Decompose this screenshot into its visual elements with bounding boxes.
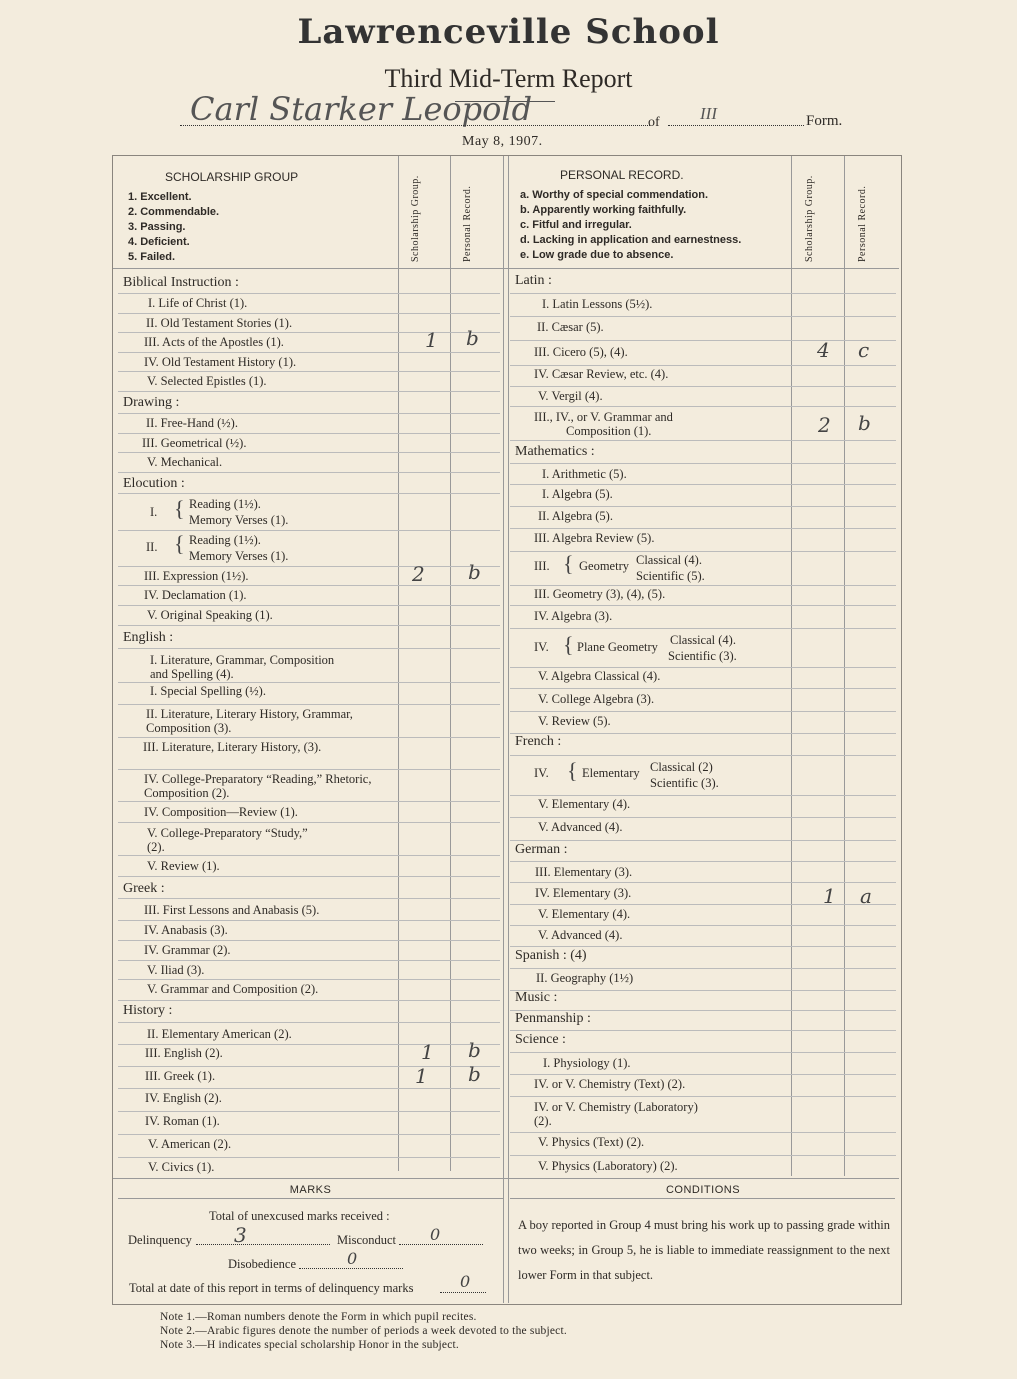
subject-row: Composition (1). — [566, 424, 652, 438]
section-history: History : — [123, 1003, 173, 1018]
row-rule — [510, 733, 896, 734]
row-rule — [118, 920, 500, 921]
row-rule — [510, 861, 896, 862]
section-greek: Greek : — [123, 881, 165, 896]
delinquency-line — [196, 1244, 330, 1245]
section-penmanship: Penmanship : — [515, 1011, 591, 1026]
row-rule — [118, 704, 500, 705]
row-rule — [510, 946, 896, 947]
subject-row: Classical (2) — [650, 760, 713, 774]
subject-row: V. Algebra Classical (4). — [538, 669, 661, 683]
row-rule — [118, 605, 500, 606]
subject-row: Reading (1½). — [189, 497, 261, 511]
delinquency-value: 3 — [234, 1223, 247, 1247]
grade-record: b — [468, 1038, 481, 1062]
col-scholarship-label: Scholarship Group. — [804, 175, 815, 262]
subject-row: V. Civics (1). — [148, 1160, 215, 1174]
key-item: 2. Commendable. — [128, 206, 220, 218]
key-item: a. Worthy of special commendation. — [520, 189, 709, 201]
subject-row: II. Geography (1½) — [536, 971, 634, 985]
row-rule — [510, 528, 896, 529]
key-item: 1. Excellent. — [128, 191, 192, 203]
subject-row: IV. Declamation (1). — [144, 588, 247, 602]
row-rule — [118, 413, 500, 414]
subject-row: III. Greek (1). — [145, 1069, 216, 1083]
subject-row: V. College Algebra (3). — [538, 692, 655, 706]
misconduct-line — [399, 1244, 483, 1245]
disobedience-line — [299, 1268, 403, 1269]
section-latin: Latin : — [515, 273, 552, 288]
subject-row: Geometry — [579, 559, 629, 573]
marks-title: MARKS — [289, 1184, 332, 1196]
subject-row: IV. Grammar (2). — [144, 943, 231, 957]
section-french: French : — [515, 734, 562, 749]
personal-key — [520, 188, 741, 263]
subject-row: III. First Lessons and Anabasis (5). — [144, 903, 320, 917]
row-rule — [118, 293, 500, 294]
row-rule — [118, 801, 500, 802]
row-rule — [510, 1132, 896, 1133]
key-item: 3. Passing. — [128, 221, 186, 233]
subject-row: V. Physics (Laboratory) (2). — [538, 1159, 678, 1173]
row-rule — [510, 688, 896, 689]
section-elocution: Elocution : — [123, 476, 185, 491]
row-rule — [510, 484, 896, 485]
delinquency-label: Delinquency — [128, 1233, 192, 1247]
conditions-title: CONDITIONS — [665, 1184, 741, 1196]
row-rule — [510, 1155, 896, 1156]
conditions-title-rule — [510, 1198, 895, 1199]
subject-row: V. Elementary (4). — [538, 797, 631, 811]
row-rule — [510, 406, 896, 407]
section-spanish: Spanish : (4) — [515, 948, 587, 963]
subject-row: I. Life of Christ (1). — [148, 296, 248, 310]
grade-group: 2 — [412, 562, 425, 586]
grade-group: 2 — [818, 413, 831, 437]
row-rule — [510, 316, 896, 317]
section-biblical: Biblical Instruction : — [123, 275, 239, 290]
row-rule — [510, 386, 896, 387]
brace-icon: { — [174, 496, 185, 521]
grade-group: 1 — [425, 328, 438, 352]
row-rule — [510, 925, 896, 926]
row-rule — [510, 293, 896, 294]
marks-total-date-value: 0 — [460, 1272, 471, 1291]
divider — [398, 156, 399, 1171]
key-item: b. Apparently working faithfully. — [520, 204, 687, 216]
subject-row: V. Original Speaking (1). — [147, 608, 273, 622]
section-mathematics: Mathematics : — [515, 444, 595, 459]
subject-row: IV. Old Testament History (1). — [144, 355, 297, 369]
grade-group: 1 — [823, 884, 836, 908]
subject-row: III., IV., or V. Grammar and — [534, 410, 673, 424]
row-rule — [118, 1111, 500, 1112]
subject-row: I. Physiology (1). — [543, 1056, 631, 1070]
section-music: Music : — [515, 990, 558, 1005]
subject-row: I. Arithmetic (5). — [542, 467, 627, 481]
subject-row: IV. Roman (1). — [145, 1114, 220, 1128]
form-value: III — [700, 104, 717, 123]
row-rule — [510, 882, 896, 883]
row-rule — [118, 648, 500, 649]
subject-row: V. Mechanical. — [147, 455, 223, 469]
row-rule — [118, 352, 500, 353]
form-numeral: III. — [534, 559, 550, 573]
brace-icon: { — [567, 758, 578, 783]
subject-row: II. Old Testament Stories (1). — [146, 316, 293, 330]
subject-row: II. Cæsar (5). — [537, 320, 604, 334]
row-rule — [510, 817, 896, 818]
subject-row: II. Algebra (5). — [538, 509, 613, 523]
divider — [844, 156, 845, 1176]
row-rule — [510, 605, 896, 606]
subject-row: III. Geometrical (½). — [142, 436, 247, 450]
section-drawing: Drawing : — [123, 395, 180, 410]
col-personal-label: Personal Record. — [462, 185, 473, 262]
subject-row: V. Vergil (4). — [538, 389, 603, 403]
subject-row: I. Literature, Grammar, Composition and Spelling (4). — [150, 653, 335, 681]
row-rule — [118, 940, 500, 941]
row-rule — [510, 1052, 896, 1053]
subject-row: V. American (2). — [148, 1137, 232, 1151]
subject-row: IV. College-Preparatory “Reading,” Rhetoric, Composition (2). — [144, 772, 372, 800]
form-numeral: IV. — [534, 640, 549, 654]
footer-rule — [113, 1178, 899, 1179]
grade-record: b — [468, 560, 481, 584]
marks-total-label: Total of unexcused marks received : — [209, 1209, 390, 1223]
subject-row: Memory Verses (1). — [189, 549, 289, 563]
divider — [791, 156, 792, 1176]
form-label: Form. — [806, 113, 843, 129]
row-rule — [118, 472, 500, 473]
row-rule — [510, 551, 896, 552]
scholarship-key — [128, 190, 219, 265]
subject-row: V. Physics (Text) (2). — [538, 1135, 645, 1149]
key-item: e. Low grade due to absence. — [520, 249, 674, 261]
subject-row: V. Grammar and Composition (2). — [147, 982, 319, 996]
disobedience-value: 0 — [347, 1249, 358, 1268]
row-rule — [118, 371, 500, 372]
personal-key-title: PERSONAL RECORD. — [560, 168, 684, 182]
subject-row: Memory Verses (1). — [189, 513, 289, 527]
row-rule — [510, 440, 896, 441]
subject-row: V. Elementary (4). — [538, 907, 631, 921]
form-numeral: II. — [146, 540, 158, 554]
subject-row: III. Elementary (3). — [535, 865, 633, 879]
subject-row: V. Selected Epistles (1). — [147, 374, 267, 388]
row-rule — [510, 1030, 896, 1031]
subject-row: I. Algebra (5). — [542, 487, 613, 501]
brace-icon: { — [174, 531, 185, 556]
key-item: d. Lacking in application and earnestness. — [520, 234, 742, 246]
row-rule — [510, 506, 896, 507]
row-rule — [118, 1044, 500, 1045]
disobedience-label: Disobedience — [228, 1257, 297, 1271]
note: Note 1.—Roman numbers denote the Form in which pupil recites. — [160, 1311, 477, 1323]
grade-record: a — [860, 884, 872, 908]
row-rule — [118, 876, 500, 877]
grade-group: 4 — [817, 338, 830, 362]
report-date: May 8, 1907. — [462, 134, 543, 149]
subject-row: V. Iliad (3). — [147, 963, 205, 977]
row-rule — [118, 1157, 500, 1158]
subject-row: IV. Cæsar Review, etc. (4). — [534, 367, 669, 381]
subject-row: I. Special Spelling (½). — [150, 684, 266, 698]
form-numeral: IV. — [534, 766, 549, 780]
grade-group: 1 — [415, 1064, 428, 1088]
subject-row: II. Literature, Literary History, Grammar, Composition (3). — [146, 707, 353, 735]
subject-row: IV. Composition—Review (1). — [144, 805, 298, 819]
subject-row: Elementary — [582, 766, 640, 780]
subject-row: II. Free-Hand (½). — [146, 416, 238, 430]
row-rule — [510, 968, 896, 969]
row-rule — [118, 452, 500, 453]
divider — [508, 156, 509, 1303]
subject-row: Scientific (3). — [668, 649, 737, 663]
grade-record: b — [466, 326, 479, 350]
form-numeral: I. — [150, 505, 158, 519]
subject-row: III. Cicero (5), (4). — [534, 345, 628, 359]
of-label: of — [648, 115, 660, 130]
student-name-line — [180, 125, 650, 126]
row-rule — [118, 960, 500, 961]
row-rule — [510, 365, 896, 366]
subject-row: V. Review (1). — [147, 859, 220, 873]
row-rule — [118, 433, 500, 434]
row-rule — [118, 682, 500, 683]
row-rule — [510, 585, 896, 586]
subject-row: Classical (4). — [670, 633, 736, 647]
brace-icon: { — [563, 551, 574, 576]
row-rule — [510, 840, 896, 841]
misconduct-label: Misconduct — [337, 1233, 397, 1247]
row-rule — [118, 1088, 500, 1089]
scholarship-key-title: SCHOLARSHIP GROUP — [165, 170, 299, 184]
subject-row: II. Elementary American (2). — [147, 1027, 292, 1041]
row-rule — [118, 391, 500, 392]
row-rule — [118, 332, 500, 333]
subject-row: III. Algebra Review (5). — [534, 531, 655, 545]
section-german: German : — [515, 842, 568, 857]
row-rule — [118, 625, 500, 626]
col-personal-label: Personal Record. — [857, 185, 868, 262]
subject-row: Scientific (3). — [650, 776, 719, 790]
grade-group: 1 — [421, 1040, 434, 1064]
subject-row: IV. Elementary (3). — [535, 886, 632, 900]
row-rule — [510, 711, 896, 712]
subject-row: Classical (4). — [636, 553, 702, 567]
row-rule — [510, 628, 896, 629]
row-rule — [118, 566, 500, 567]
subject-row: IV. Anabasis (3). — [144, 923, 228, 937]
grade-record: b — [468, 1062, 481, 1086]
key-item: 4. Deficient. — [128, 236, 190, 248]
form-line — [668, 125, 804, 126]
subject-row: IV. Algebra (3). — [534, 609, 613, 623]
subject-row: V. Advanced (4). — [538, 820, 623, 834]
row-rule — [118, 822, 500, 823]
marks-title-rule — [118, 1198, 503, 1199]
row-rule — [118, 898, 500, 899]
section-english: English : — [123, 630, 174, 645]
subject-row: V. College-Preparatory “Study,” (2). — [147, 826, 308, 854]
divider — [503, 156, 504, 1303]
marks-total-date-label: Total at date of this report in terms of delinquency marks — [129, 1281, 414, 1295]
subject-row: Plane Geometry — [577, 640, 658, 654]
row-rule — [510, 463, 896, 464]
subject-row: V. Advanced (4). — [538, 928, 623, 942]
row-rule — [118, 1000, 500, 1001]
grade-record: b — [858, 411, 871, 435]
section-science: Science : — [515, 1032, 566, 1047]
subject-row: III. Acts of the Apostles (1). — [144, 335, 284, 349]
row-rule — [118, 585, 500, 586]
row-rule — [118, 769, 500, 770]
subject-row: Reading (1½). — [189, 533, 261, 547]
report-title: Third Mid-Term Report — [384, 64, 633, 93]
row-rule — [118, 1022, 500, 1023]
brace-icon: { — [563, 632, 574, 657]
row-rule — [118, 313, 500, 314]
subject-row: IV. or V. Chemistry (Laboratory) (2). — [534, 1100, 698, 1128]
grade-record: c — [858, 338, 870, 362]
student-name: Carl Starker Leopold — [190, 90, 533, 128]
row-rule — [510, 755, 896, 756]
row-rule — [118, 530, 500, 531]
row-rule — [510, 667, 896, 668]
row-rule — [510, 1074, 896, 1075]
marks-total-date-line — [440, 1292, 486, 1293]
note: Note 3.—H indicates special scholarship Honor in the subject. — [160, 1339, 459, 1351]
row-rule — [510, 990, 896, 991]
subject-row: III. Literature, Literary History, (3). — [143, 740, 322, 754]
key-item: 5. Failed. — [128, 251, 176, 263]
subject-row: III. English (2). — [145, 1046, 223, 1060]
header-rule — [113, 268, 899, 269]
note: Note 2.—Arabic figures denote the number of periods a week devoted to the subject. — [160, 1325, 567, 1337]
subject-row: Scientific (5). — [636, 569, 705, 583]
row-rule — [118, 1134, 500, 1135]
row-rule — [118, 493, 500, 494]
col-scholarship-label: Scholarship Group. — [410, 175, 421, 262]
row-rule — [510, 795, 896, 796]
row-rule — [118, 855, 500, 856]
row-rule — [118, 737, 500, 738]
subject-row: IV. English (2). — [145, 1091, 222, 1105]
row-rule — [118, 1066, 500, 1067]
subject-row: III. Expression (1½). — [144, 569, 249, 583]
subject-row: V. Review (5). — [538, 714, 611, 728]
subject-row: IV. or V. Chemistry (Text) (2). — [534, 1077, 686, 1091]
subject-row: III. Geometry (3), (4), (5). — [534, 587, 666, 601]
misconduct-value: 0 — [430, 1225, 441, 1244]
row-rule — [510, 1096, 896, 1097]
conditions-text: A boy reported in Group 4 must bring his work up to passing grade within two weeks; in Group 5, he is liable to immediate reassignment to the next lower Form in that subject. — [518, 1218, 890, 1282]
school-name: Lawrenceville School — [297, 12, 720, 52]
row-rule — [118, 979, 500, 980]
subject-row: I. Latin Lessons (5½). — [542, 297, 653, 311]
row-rule — [510, 1010, 896, 1011]
row-rule — [510, 340, 896, 341]
row-rule — [510, 904, 896, 905]
key-item: c. Fitful and irregular. — [520, 219, 632, 231]
divider — [450, 156, 451, 1171]
